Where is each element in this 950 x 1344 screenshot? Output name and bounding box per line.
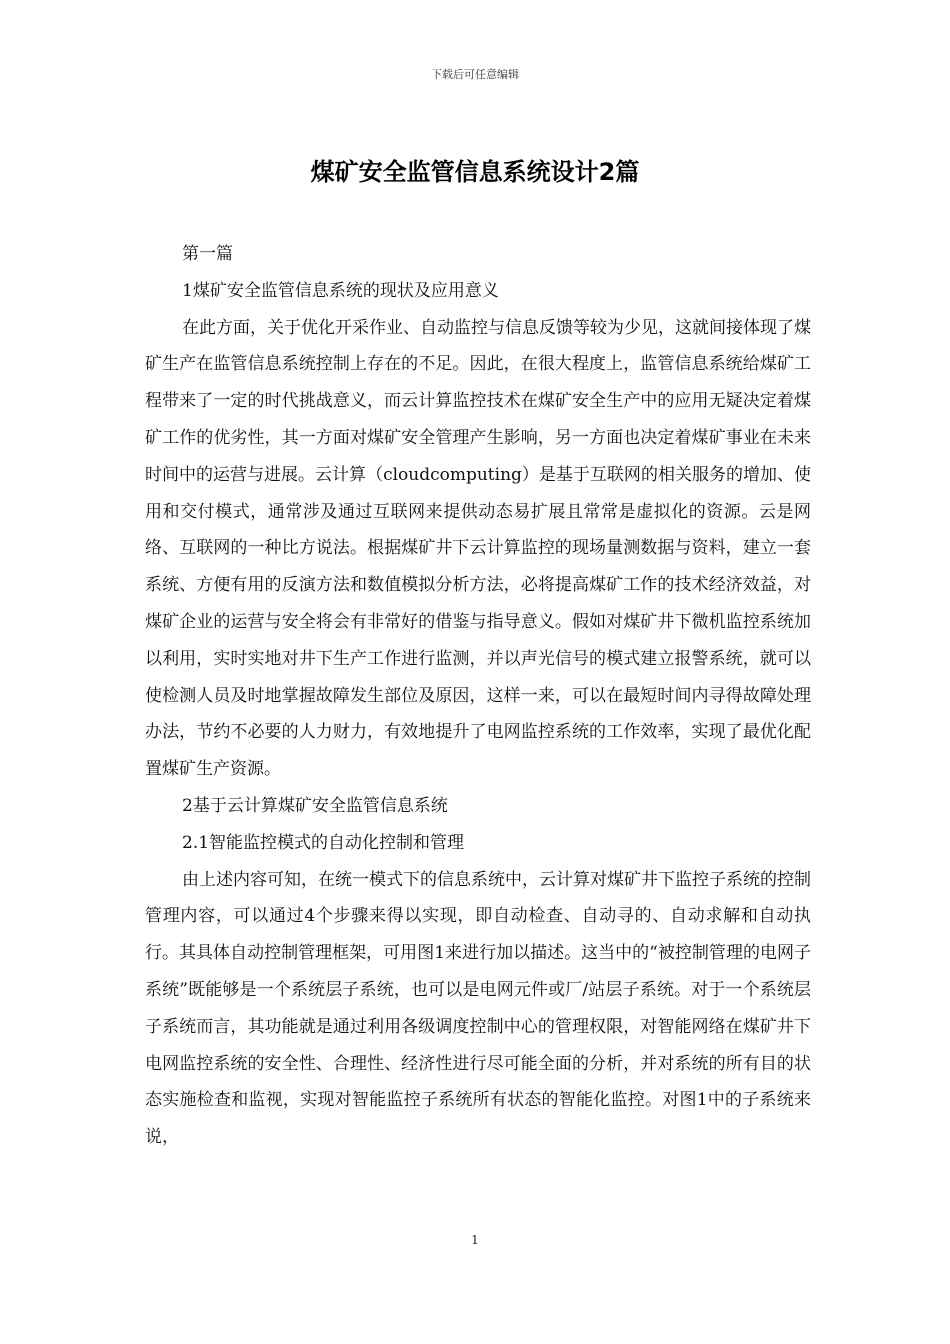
document-title: 煤矿安全监管信息系统设计2篇 (310, 158, 640, 186)
header-note: 下载后可任意编辑 (431, 68, 519, 81)
section-heading-2-1: 2.1智能监控模式的自动化控制和管理 (182, 832, 465, 853)
page-number: 1 (471, 1233, 479, 1247)
part-label: 第一篇 (182, 244, 233, 264)
section-heading-2: 2基于云计算煤矿安全监管信息系统 (182, 795, 448, 816)
body-paragraph-1: 在此方面，关于优化开采作业、自动监控与信息反馈等较为少见，这就间接体现了煤矿生产在监管信息系统控制上存在的不足。因此，在很大程度上，监管信息系统给煤矿工程带来了一定的时代挑战意义，而云计算监控技术在煤矿安全生产中的应用无疑决定着煤矿工作的优劣性，其一方面对煤矿安全管理产生影响，另一方面也决定着煤矿事业在未来时间中的运营与进展。云计算（cloudcomputing）是基于互联网的相关服务的增加、使用和交付模式，通常涉及通过互联网来提供动态易扩展且常常是虚拟化的资源。云是网络、互联网的一种比方说法。根据煤矿井下云计算监控的现场量测数据与资料，建立一套系统、方便有用的反演方法和数值模拟分析方法，必将提高煤矿工作的技术经济效益，对煤矿企业的运营与安全将会有非常好的借鉴与指导意义。假如对煤矿井下微机监控系统加以利用，实时实地对井下生产工作进行监测，并以声光信号的模式建立报警系统，就可以使检测人员及时地掌握故障发生部位及原因，这样一来，可以在最短时间内寻得故障处理办法，节约不必要的人力财力，有效地提升了电网监控系统的工作效率，实现了最优化配置煤矿生产资源。 (145, 317, 811, 780)
document-body (145, 236, 811, 1156)
section-heading-1: 1煤矿安全监管信息系统的现状及应用意义 (182, 280, 499, 301)
body-paragraph-2: 由上述内容可知，在统一模式下的信息系统中，云计算对煤矿井下监控子系统的控制管理内容，可以通过4个步骤来得以实现，即自动检查、自动寻的、自动求解和自动执行。其具体自动控制管理框架，可用图1来进行加以描述。这当中的“被控制管理的电网子系统”既能够是一个系统层子系统，也可以是电网元件或厂/站层子系统。对于一个系统层子系统而言，其功能就是通过利用各级调度控制中心的管理权限，对智能网络在煤矿井下电网监控系统的安全性、合理性、经济性进行尽可能全面的分析，并对系统的所有目的状态实施检查和监视，实现对智能监控子系统所有状态的智能化监控。对图1中的子系统来说， (145, 869, 811, 1148)
